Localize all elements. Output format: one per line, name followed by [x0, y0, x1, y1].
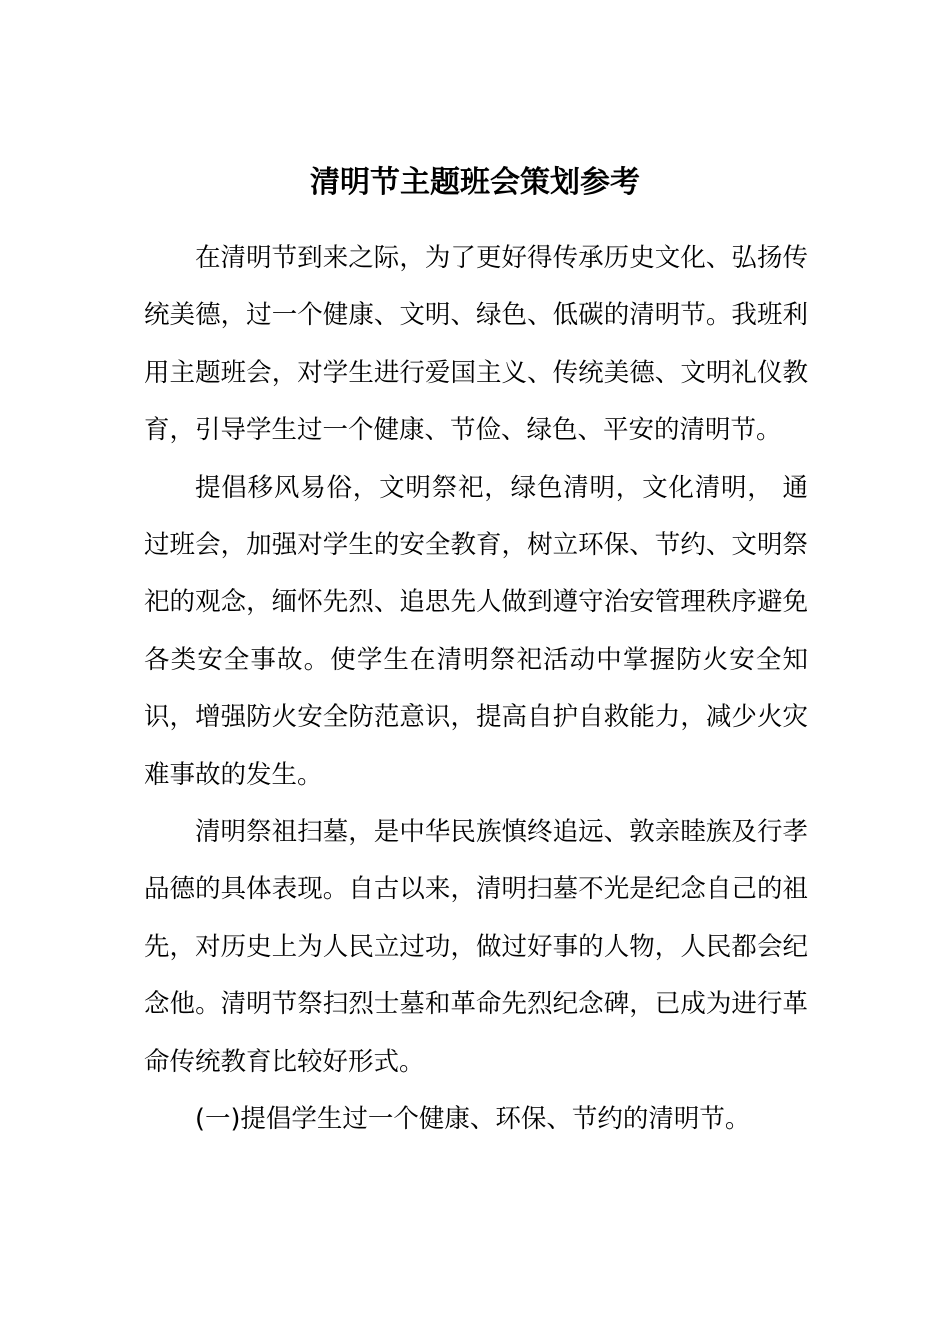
paragraph-intro: 在清明节到来之际，为了更好得传承历史文化、弘扬传统美德，过一个健康、文明、绿色、低碳的清明节。我班利用主题班会，对学生进行爱国主义、传统美德、文明礼仪教育，引导学生过一个健康、节俭、绿色、平安的清明节。: [144, 243, 808, 446]
paragraph-civilized-sacrifice: 提倡移风易俗，文明祭祀，绿色清明，文化清明， 通过班会，加强对学生的安全教育，树立环保、节约、文明祭祀的观念，缅怀先烈、追思先人做到遵守治安管理秩序避免各类安全事故。使学生在清明祭祀活动中掌握防火安全知识，增强防火安全防范意识，提高自护自救能力，减少火灾难事故的发生。: [144, 472, 808, 790]
paragraph-tomb-sweeping: 清明祭祖扫墓，是中华民族慎终追远、敦亲睦族及行孝品德的具体表现。自古以来，清明扫墓不光是纪念自己的祖先，对历史上为人民立过功，做过好事的人物，人民都会纪念他。清明节祭扫烈士墓和革命先烈纪念碑，已成为进行革命传统教育比较好形式。: [144, 817, 808, 1077]
document-body: [144, 230, 808, 1149]
document-title: 清明节主题班会策划参考: [310, 165, 640, 200]
paragraph-section-one: (一)提倡学生过一个健康、环保、节约的清明节。: [195, 1104, 751, 1135]
